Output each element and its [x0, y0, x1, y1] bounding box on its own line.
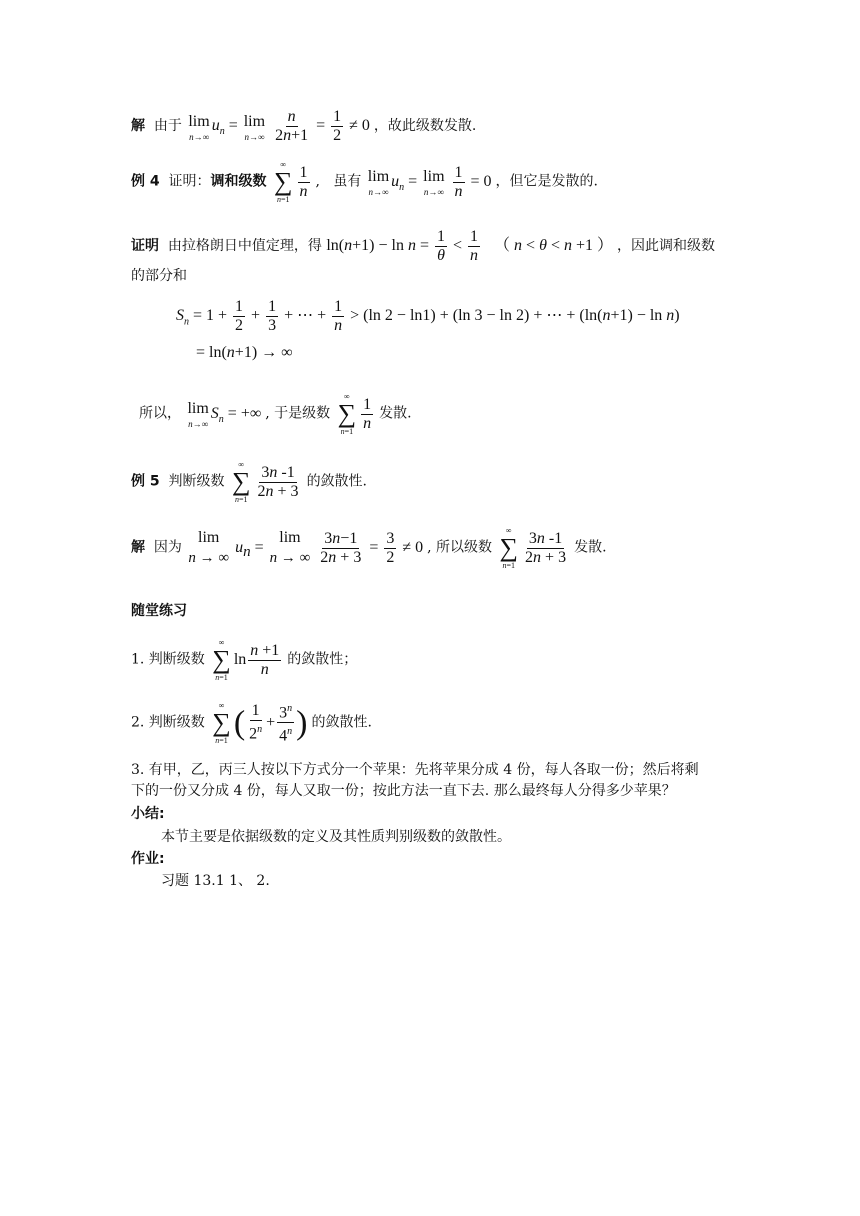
formula-ex1: ∞ ∑ n=1 ln $\frac{n +1}{n}$: [212, 638, 280, 682]
summary-text: 本节主要是依据级数的定义及其性质判别级数的敛散性。: [161, 829, 511, 845]
text: 1. 判断级数: [131, 651, 205, 668]
text: 调和级数: [210, 173, 267, 190]
homework-heading: 作业:: [131, 851, 165, 867]
formula-limit: lim n→∞ $u_n$ = lim n→∞ $\frac{n}{2n+1}$ = $\frac{1}{2}$ ≠ 0: [188, 108, 374, 144]
formula-harmonic-series-2: ∞ ∑ n=1 $\frac{1}{n}$: [337, 392, 372, 436]
partial-sum-formula: $S_n = 1$ + $\frac{1}{2}$ + $\frac{1}{3}$ + ⋯ + $\frac{1}{n}$ > (ln 2 − ln1) + (ln 3 − ln 2) + ⋯ + (ln(n+1) − ln n): [176, 298, 680, 334]
text: 2. 判断级数: [131, 714, 205, 731]
formula-mean-value: ln(n+1) − ln n = $\frac{1}{\theta}$ < $\frac{1}{n}$ （ n < θ < n +1 ）: [326, 228, 617, 264]
text: , 所以级数: [427, 539, 493, 556]
exercise-3-line-1: 3. 有甲，乙，丙三人按以下方式分一个苹果：先将苹果分成 4 份，每人各取一份；然后将剩: [131, 762, 699, 778]
exercise-3-line-2: 下的一份又分成 4 份，每人又取一份；按此方法一直下去. 那么最终每人分得多少苹果？: [131, 783, 676, 799]
proof-line: [131, 228, 715, 265]
formula-series-5b: ∞ ∑ n=1 $\frac{3n -1}{2n + 3}$: [499, 526, 567, 570]
example-5-line: [131, 460, 367, 504]
proof-line-2: [131, 266, 187, 286]
text: 由拉格朗日中值定理，得: [167, 238, 322, 255]
text: 因为: [153, 539, 182, 556]
text: , 于是级数: [265, 405, 331, 422]
solution-line-1: [131, 108, 476, 145]
text: 的敛散性.: [311, 714, 372, 731]
text: 证明：: [168, 173, 211, 190]
exercise-1: [131, 638, 357, 682]
text: 判断级数: [168, 473, 225, 490]
text: 的敛散性；: [287, 651, 358, 668]
formula-ex2: ∞ ∑ n=1 ( $\frac{1}{2^n}$ + $\frac{3^n}{4^n}$ ): [212, 700, 308, 745]
text: ，但它是发散的.: [495, 173, 598, 190]
example-label: 例 5: [131, 473, 160, 490]
solution-5-line: [131, 526, 607, 570]
formula-limit-5: lim n → ∞ un = lim n → ∞ $\frac{3n-1}{2n + 3}$ = $\frac{3}{2}$ ≠ 0: [188, 529, 428, 566]
formula-harmonic-series: ∞ ∑ n=1 $\frac{1}{n}$: [273, 160, 308, 204]
text: 所以，: [139, 405, 181, 422]
formula-limit-zero: lim n→∞ $u_n$ = lim n→∞ $\frac{1}{n}$ = 0: [367, 163, 496, 200]
example-4-line: [131, 160, 598, 204]
text: 虽有: [333, 173, 362, 190]
text: ，因此调和级数: [617, 238, 715, 255]
solution-label: 解: [131, 118, 145, 135]
exercise-heading: 随堂练习: [131, 603, 187, 619]
text: 发散.: [379, 405, 412, 422]
text: 的敛散性.: [306, 473, 368, 490]
partial-sum-result: = ln(n+1) → ∞: [196, 344, 293, 361]
text: ,: [315, 173, 320, 190]
formula-sum-limit: lim n→∞ $S_n$ = +∞: [187, 400, 266, 429]
proof-label: 证明: [131, 238, 159, 255]
text: 发散.: [574, 539, 607, 556]
homework-text: 习题 13.1 1、 2.: [161, 873, 270, 889]
example-label: 例 4: [131, 173, 160, 190]
conclusion-line: [139, 392, 412, 436]
text: 由于: [153, 118, 182, 135]
exercise-2: [131, 700, 372, 746]
text: ，故此级数发散.: [373, 118, 477, 135]
solution-label: 解: [131, 539, 145, 556]
formula-series-5: ∞ ∑ n=1 $\frac{3n -1}{2n + 3}$: [231, 460, 299, 504]
summary-heading: 小结:: [131, 806, 165, 822]
text: 的部分和: [131, 268, 187, 284]
